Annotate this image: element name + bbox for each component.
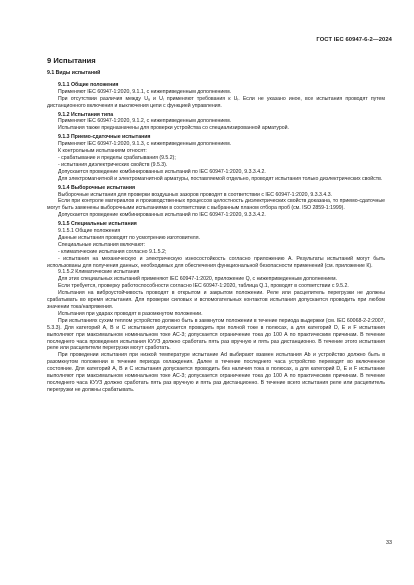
- paragraph: - испытания на механическую и электрическую износостойкость согласно приложению А. Результаты испытаний могут быть использованы для получения данных, необходимых для обеспечения функциональной безопасности применений (см. приложение К).: [47, 255, 385, 269]
- subsection-heading: 9.1 Виды испытаний: [47, 70, 101, 76]
- paragraph: - климатические испытания согласно 9.1.5.2;: [58, 248, 167, 255]
- paragraph: При отсутствии различия между Uₐ и Uᵢ применяют требования к Uᵢ. Если не указано иное, все испытания проводят путем дистанционного включения и выключения цепи с функцией управления.: [47, 95, 385, 109]
- spacer: [47, 77, 385, 80]
- paragraph: Применяют IEC 60947-1:2020, 9.1.1, с нижеприведенным дополнением.: [58, 88, 232, 95]
- body-text: [47, 70, 385, 394]
- paragraph: При испытаниях сухим теплом устройство должно быть в замкнутом положении в течение периода выдержки (см. IEC 60068-2-2:2007, 5.3.3). Для категорий А, В и С испытания допускается проводить при полной токе в полюсах, а для категорий D, E и F испытания выполняют при максимальном номинальном токе АС-3; допускается ограничение тока до 100 А по практическим причинам. В течение последнего часа проведения испытания КУУЗ должно сработать пять раз вручную и пять раз дистанционно. В течение этого испытания реле или расцепители перегрузки могут сработать.: [47, 317, 385, 352]
- paragraph: Испытания также предназначены для проверки устройства со специализированной арматурой.: [58, 125, 290, 132]
- paragraph: Если при контроле материалов и производственных процессов целостность диэлектрических свойств доказана, то приемо-сдаточные могут быть заменены выборочными испытаниями в соответствии с выбранным планом отбора проб (см. ISO 2859-1:1999).: [47, 198, 385, 212]
- paragraph: Допускается проведение комбинированных испытаний по IEC 60947-1:2020, 9.3.3.4.2.: [58, 212, 266, 219]
- section-title: 9 Испытания: [47, 56, 96, 65]
- subsection-heading: 9.1.4 Выборочные испытания: [58, 184, 136, 191]
- paragraph: Испытания при ударах проводят в разомкнутом положении.: [58, 310, 203, 317]
- subsection-heading: 9.1.5 Специальные испытания: [58, 221, 137, 228]
- paragraph: Специальные испытания включают:: [58, 241, 146, 248]
- subsection-heading: 9.1.2 Испытания типа: [58, 111, 114, 118]
- paragraph: Данные испытания проводят по усмотрению изготовителя.: [58, 234, 200, 241]
- page-number: 33: [386, 540, 392, 546]
- paragraph: Для электромагнитной и электромагнитной арматуры, поставляемой отдельно, проводят испытания только диэлектрических свойств.: [58, 175, 383, 182]
- subsection-heading: 9.1.3 Приемо-сдаточные испытания: [58, 134, 151, 141]
- document-header: ГОСТ IEC 60947-6-2—2024: [316, 37, 392, 43]
- paragraph: Допускается проведение комбинированных испытаний по IEC 60947-1:2020, 9.3.3.4.2.: [58, 168, 266, 175]
- paragraph: При проведении испытания при низкой температуре испытание Ad выбирают взамен испытания Ab и устройство должно быть в разомкнутом положении в течение периода охлаждения. Далее в течение последнего часа устройство переводят во включенное состояние. Для категорий А, В и С испытания допускается проводить без наличия тока в полюсах, а для категорий D, E и F испытание выполняют при максимальном номинальном токе АС-3; допускается ограничение тока до 100 А по практическим причинам. В течение последнего часа КУУЗ должно сработать пять раз вручную и пять раз дистанционно. В течение всего испытания реле или расцепитель перегрузки не должны срабатывать.: [47, 352, 385, 393]
- paragraph: Испытания на виброустойчивость проводят в открытом и закрытом положении. Реле или расцепитель перегрузки не должны срабатывать во время испытания. Для проверки силовых и вспомогательных контактов испытания допускается проводить при любом значении тока/напряжения.: [47, 290, 385, 310]
- paragraph: Если требуется, проверку работоспособности согласно IEC 60947-1:2020, таблица Q.1, проводят в соответствии с 9.5.2.: [58, 283, 349, 290]
- paragraph: - срабатывание и пределы срабатывания (9.5.2);: [58, 154, 176, 161]
- paragraph: Выборочные испытания для проверки воздушных зазоров проводят в соответствии с IEC 60947-1:2020, 9.3.3.4.3.: [58, 191, 333, 198]
- paragraph: К контрольным испытаниям относят:: [58, 148, 147, 155]
- page-content: [47, 56, 385, 394]
- paragraph: Применяют IEC 60947-1:2020, 9.1.3, с нижеприведенным дополнением.: [58, 141, 232, 148]
- paragraph: 9.1.5.2 Климатические испытания: [58, 269, 140, 276]
- paragraph: - испытания диэлектрических свойств (9.5.3).: [58, 161, 168, 168]
- subsection-heading: 9.1.1 Общие положения: [58, 81, 119, 88]
- paragraph: Для этих специальных испытаний применяют IEC 60947-1:2020, приложение Q, с нижеприведенным дополнением.: [58, 276, 338, 283]
- paragraph: Применяют IEC 60947-1:2020, 9.1.2, с нижеприведенным дополнением.: [58, 118, 232, 125]
- paragraph: 9.1.5.1 Общие положения: [58, 228, 121, 235]
